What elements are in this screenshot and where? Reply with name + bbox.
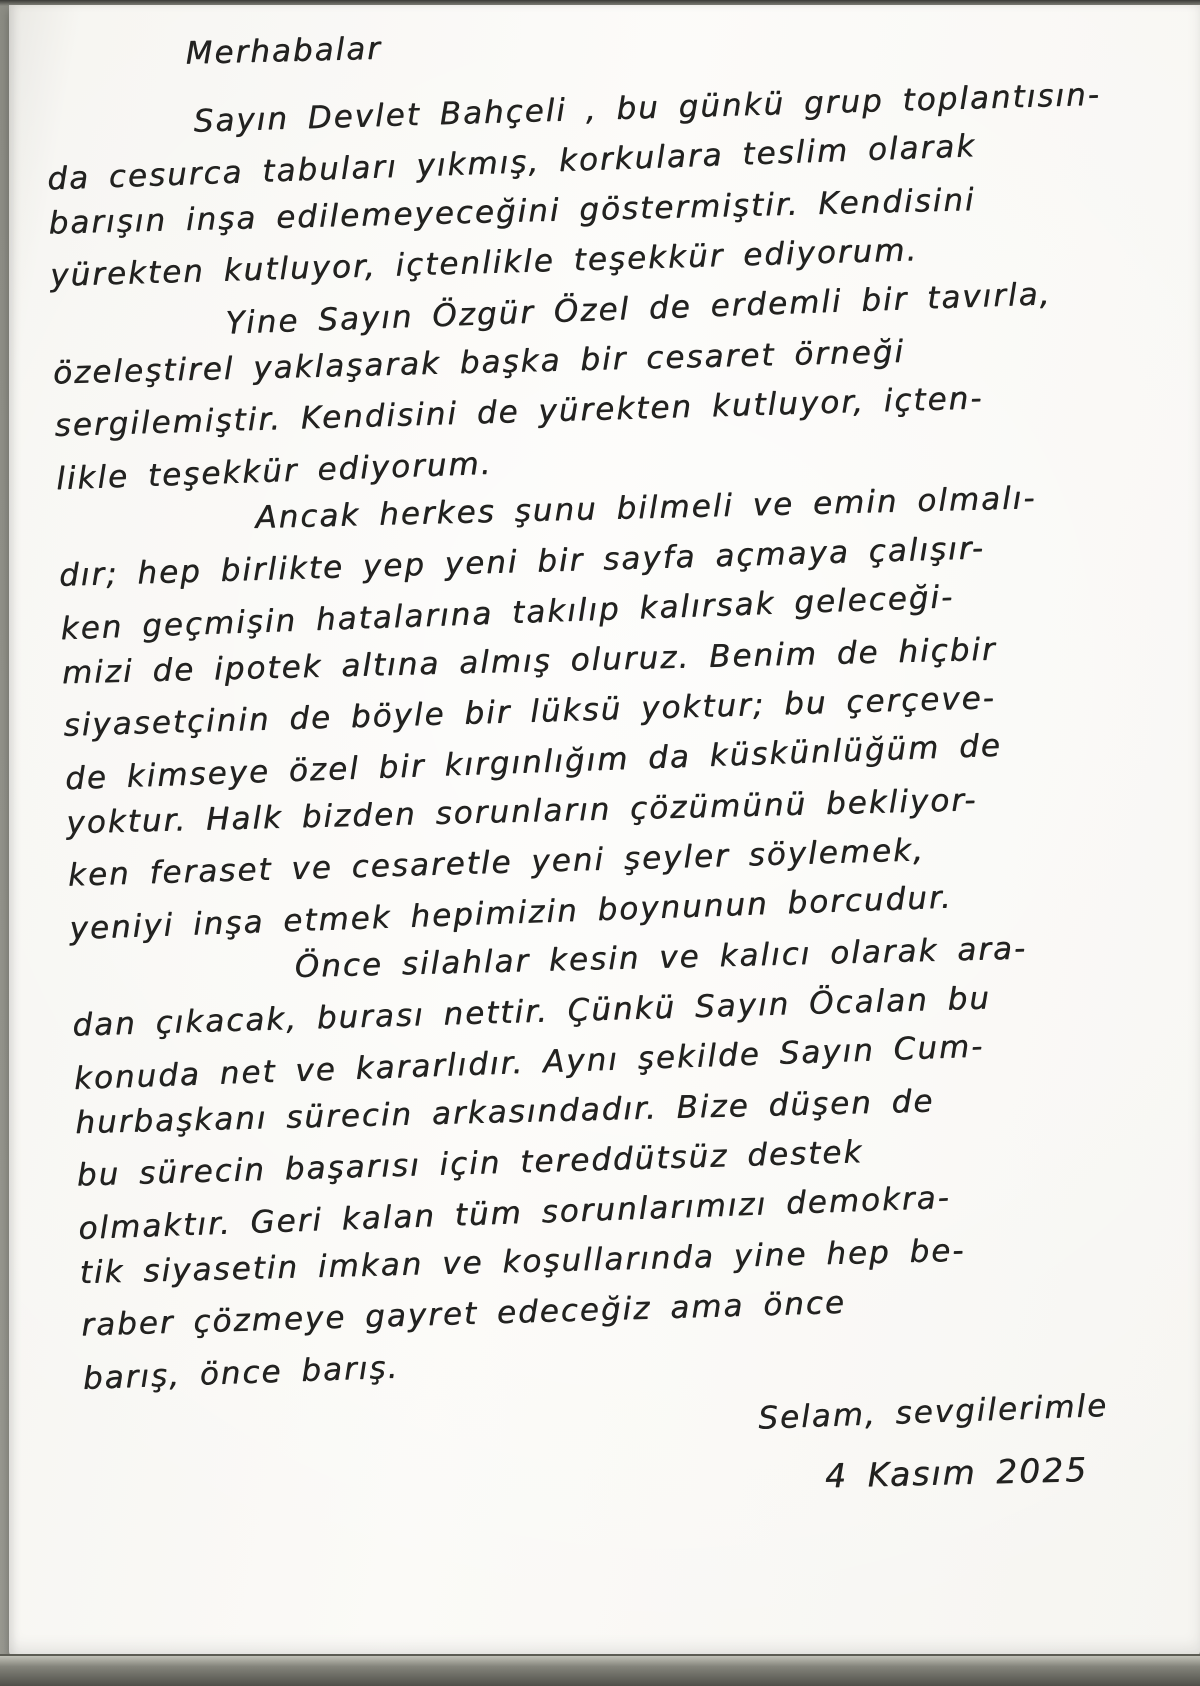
letter-line: ken feraset ve cesaretle yeni şeyler söylemek, [67,832,926,894]
letter-line: Önce silahlar kesin ve kalıcı olarak ara- [294,930,1028,985]
letter-line: bu sürecin başarısı için tereddütsüz destek [76,1134,864,1194]
letter-line: özeleştirel yaklaşarak başka bir cesaret örneği [52,333,906,392]
letter-line: yoktur. Halk bizden sorunların çözümünü bekliyor- [65,782,978,842]
letter-line: Sayın Devlet Bahçeli , bu günkü grup toplantısın- [193,76,1102,140]
letter-line: konuda net ve kararlıdır. Aynı şekilde Sayın Cum- [73,1028,985,1097]
letter-line: siyasetçinin de böyle bir lüksü yoktur; bu çerçeve- [62,680,997,744]
letter-line: yürekten kutluyor, içtenlikle teşekkür ediyorum. [49,232,919,294]
table-surface [0,1654,1200,1686]
letter-line: sergilemiştir. Kendisini de yürekten kutluyor, içten- [54,380,984,444]
letter-date: 4 Kasım 2025 [824,1449,1089,1496]
greeting: Merhabalar [185,30,383,72]
letter-line: likle teşekkür ediyorum. [55,445,493,498]
letter-line: da cesurca tabuları yıkmış, korkulara teslim olarak [46,128,977,198]
letter-line: dır; hep birlikte yep yeni bir sayfa açmaya çalışır- [58,530,986,594]
letter-line: barışın inşa edilemeyeceğini göstermiştir. Kendisini [48,182,976,242]
letter-body [43,2,1200,1531]
letter-line: ken geçmişin hatalarına takılıp kalırsak geleceği- [60,579,955,648]
closing-salutation: Selam, sevgilerimle [757,1387,1109,1437]
signature-block [84,1381,1200,1530]
letter-line: mizi de ipotek altına almış oluruz. Benim de hiçbir [61,631,998,692]
letter-line: tik siyasetin imkan ve koşullarında yine hep be- [79,1232,966,1292]
letter-line: raber çözmeye gayret edeceğiz ama önce [80,1284,847,1344]
letter-line: Ancak herkes şunu bilmeli ve emin olmalı- [254,480,1037,536]
letter-line: yeniyi inşa etmek hepimizin boynunun borcudur. [68,879,954,948]
letter-line: dan çıkacak, burası nettir. Çünkü Sayın Öcalan bu [71,980,992,1044]
letter-line: hurbaşkanı sürecin arkasındadır. Bize düşen de [74,1083,935,1142]
letter-paper [9,5,1200,1657]
letter-line: barış, önce barış. [82,1349,400,1397]
letter-line: de kimseye özel bir kırgınlığım da küskünlüğüm de [64,727,1003,798]
letter-line: olmaktır. Geri kalan tüm sorunlarımızı demokra- [77,1179,952,1247]
letter-line: Yine Sayın Özgür Özel de erdemli bir tavırla, [225,276,1052,342]
